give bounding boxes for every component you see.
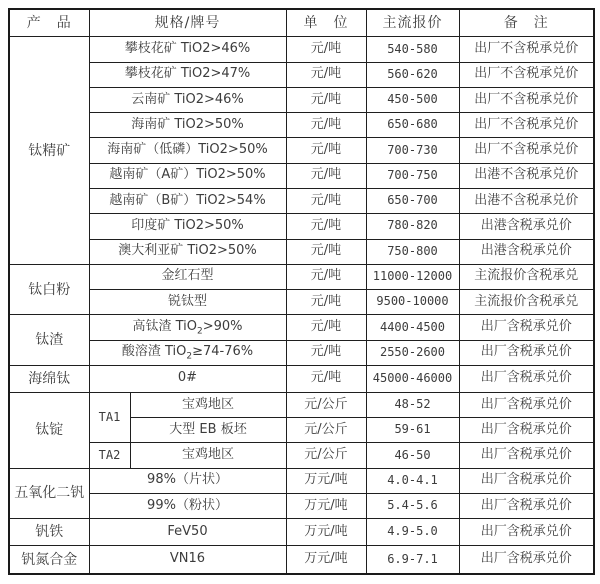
note-cell: 出厂含税承兑价 xyxy=(459,494,594,519)
unit-cell: 元/吨 xyxy=(286,290,366,315)
price-cell: 6.9-7.1 xyxy=(366,546,459,574)
price-cell: 650-680 xyxy=(366,113,459,138)
spec-cell: 99%（粉状） xyxy=(89,494,286,519)
table-row xyxy=(9,494,594,519)
note-cell: 出港含税承兑价 xyxy=(459,239,594,264)
unit-cell: 元/吨 xyxy=(286,315,366,340)
table-row xyxy=(9,163,594,188)
table-row xyxy=(9,62,594,87)
price-cell: 650-700 xyxy=(366,188,459,213)
product-cell-vn-alloy: 钒氮合金 xyxy=(9,546,89,574)
table-row xyxy=(9,392,594,417)
unit-cell: 元/吨 xyxy=(286,340,366,365)
product-cell-v2o5: 五氧化二钒 xyxy=(9,468,89,519)
unit-cell: 元/公斤 xyxy=(286,418,366,443)
product-cell-ti-ingot: 钛锭 xyxy=(9,392,89,468)
spec-subscript: 2 xyxy=(197,326,203,337)
unit-cell: 元/公斤 xyxy=(286,392,366,417)
note-cell: 出厂含税承兑价 xyxy=(459,519,594,546)
spec-text: 酸溶渣 TiO xyxy=(121,344,187,360)
header-note: 备 注 xyxy=(459,9,594,37)
product-cell-fev: 钒铁 xyxy=(9,519,89,546)
unit-cell: 元/吨 xyxy=(286,264,366,289)
spec-cell: 98%（片状） xyxy=(89,468,286,493)
unit-cell: 元/吨 xyxy=(286,138,366,163)
spec-cell: 金红石型 xyxy=(89,264,286,289)
unit-cell: 元/公斤 xyxy=(286,443,366,468)
table-row xyxy=(9,546,594,574)
spec-cell: 大型 EB 板坯 xyxy=(130,418,286,443)
price-cell: 700-750 xyxy=(366,163,459,188)
price-cell: 560-620 xyxy=(366,62,459,87)
price-cell: 450-500 xyxy=(366,87,459,112)
spec-cell xyxy=(89,340,286,365)
spec-text: >90% xyxy=(202,318,243,334)
price-cell: 4.0-4.1 xyxy=(366,468,459,493)
unit-cell: 元/吨 xyxy=(286,365,366,392)
note-cell: 出厂含税承兑价 xyxy=(459,443,594,468)
unit-cell: 万元/吨 xyxy=(286,468,366,493)
note-cell: 出厂含税承兑价 xyxy=(459,418,594,443)
table-row xyxy=(9,239,594,264)
price-cell: 45000-46000 xyxy=(366,365,459,392)
product-cell-ti-concentrate: 钛精矿 xyxy=(9,37,89,264)
header-price: 主流报价 xyxy=(366,9,459,37)
note-cell: 出厂含税承兑价 xyxy=(459,340,594,365)
header-spec: 规格/牌号 xyxy=(89,9,286,37)
spec-cell: 宝鸡地区 xyxy=(130,443,286,468)
note-cell: 出港含税承兑价 xyxy=(459,214,594,239)
spec-cell: FeV50 xyxy=(89,519,286,546)
spec-cell: 越南矿（B矿）TiO2>54% xyxy=(89,188,286,213)
spec-cell: 攀枝花矿 TiO2>46% xyxy=(89,37,286,62)
table-row xyxy=(9,315,594,340)
note-cell: 出厂不含税承兑价 xyxy=(459,62,594,87)
table-row xyxy=(9,519,594,546)
note-cell: 出厂不含税承兑价 xyxy=(459,138,594,163)
unit-cell: 元/吨 xyxy=(286,239,366,264)
spec-cell: VN16 xyxy=(89,546,286,574)
note-cell: 主流报价含税承兑 xyxy=(459,264,594,289)
header-product: 产 品 xyxy=(9,9,89,37)
price-cell: 700-730 xyxy=(366,138,459,163)
unit-cell: 万元/吨 xyxy=(286,546,366,574)
spec-cell: 越南矿（A矿）TiO2>50% xyxy=(89,163,286,188)
table-row xyxy=(9,365,594,392)
unit-cell: 元/吨 xyxy=(286,62,366,87)
note-cell: 出厂不含税承兑价 xyxy=(459,37,594,62)
price-cell: 4.9-5.0 xyxy=(366,519,459,546)
price-cell: 59-61 xyxy=(366,418,459,443)
unit-cell: 万元/吨 xyxy=(286,494,366,519)
table-row xyxy=(9,443,594,468)
table-row xyxy=(9,290,594,315)
product-cell-ti-slag: 钛渣 xyxy=(9,315,89,366)
header-unit: 单 位 xyxy=(286,9,366,37)
grade-cell-ta1: TA1 xyxy=(89,392,130,443)
unit-cell: 元/吨 xyxy=(286,113,366,138)
spec-cell: 海南矿（低磷）TiO2>50% xyxy=(89,138,286,163)
spec-cell: 云南矿 TiO2>46% xyxy=(89,87,286,112)
table-row xyxy=(9,138,594,163)
spec-text: ≥74-76% xyxy=(192,344,254,360)
unit-cell: 元/吨 xyxy=(286,87,366,112)
price-cell: 11000-12000 xyxy=(366,264,459,289)
price-cell: 9500-10000 xyxy=(366,290,459,315)
unit-cell: 元/吨 xyxy=(286,214,366,239)
note-cell: 出厂含税承兑价 xyxy=(459,315,594,340)
header-row xyxy=(9,9,594,37)
note-cell: 出厂含税承兑价 xyxy=(459,468,594,493)
price-cell: 4400-4500 xyxy=(366,315,459,340)
table-row xyxy=(9,468,594,493)
spec-subscript: 2 xyxy=(186,351,193,362)
table-row xyxy=(9,188,594,213)
price-cell: 750-800 xyxy=(366,239,459,264)
spec-cell: 攀枝花矿 TiO2>47% xyxy=(89,62,286,87)
price-cell: 780-820 xyxy=(366,214,459,239)
note-cell: 出厂含税承兑价 xyxy=(459,392,594,417)
spec-cell xyxy=(89,315,286,340)
note-cell: 出厂含税承兑价 xyxy=(459,546,594,574)
table-row xyxy=(9,264,594,289)
product-cell-ti-dioxide: 钛白粉 xyxy=(9,264,89,315)
product-cell-ti-sponge: 海绵钛 xyxy=(9,365,89,392)
unit-cell: 元/吨 xyxy=(286,188,366,213)
price-cell: 5.4-5.6 xyxy=(366,494,459,519)
price-cell: 2550-2600 xyxy=(366,340,459,365)
spec-cell: 澳大利亚矿 TiO2>50% xyxy=(89,239,286,264)
note-cell: 出厂不含税承兑价 xyxy=(459,87,594,112)
spec-cell: 海南矿 TiO2>50% xyxy=(89,113,286,138)
table-row xyxy=(9,113,594,138)
price-cell: 46-50 xyxy=(366,443,459,468)
note-cell: 出厂不含税承兑价 xyxy=(459,113,594,138)
unit-cell: 万元/吨 xyxy=(286,519,366,546)
note-cell: 出厂含税承兑价 xyxy=(459,365,594,392)
price-cell: 48-52 xyxy=(366,392,459,417)
note-cell: 主流报价含税承兑 xyxy=(459,290,594,315)
spec-cell: 宝鸡地区 xyxy=(130,392,286,417)
spec-text: 高钛渣 TiO xyxy=(132,318,197,334)
spec-cell: 印度矿 TiO2>50% xyxy=(89,214,286,239)
table-row xyxy=(9,37,594,62)
table-row xyxy=(9,340,594,365)
spec-cell: 锐钛型 xyxy=(89,290,286,315)
table-row xyxy=(9,87,594,112)
spec-cell: 0# xyxy=(89,365,286,392)
table-row xyxy=(9,214,594,239)
unit-cell: 元/吨 xyxy=(286,37,366,62)
note-cell: 出港不含税承兑价 xyxy=(459,188,594,213)
grade-cell-ta2: TA2 xyxy=(89,443,130,468)
unit-cell: 元/吨 xyxy=(286,163,366,188)
titanium-price-table xyxy=(8,8,595,575)
price-cell: 540-580 xyxy=(366,37,459,62)
note-cell: 出港不含税承兑价 xyxy=(459,163,594,188)
